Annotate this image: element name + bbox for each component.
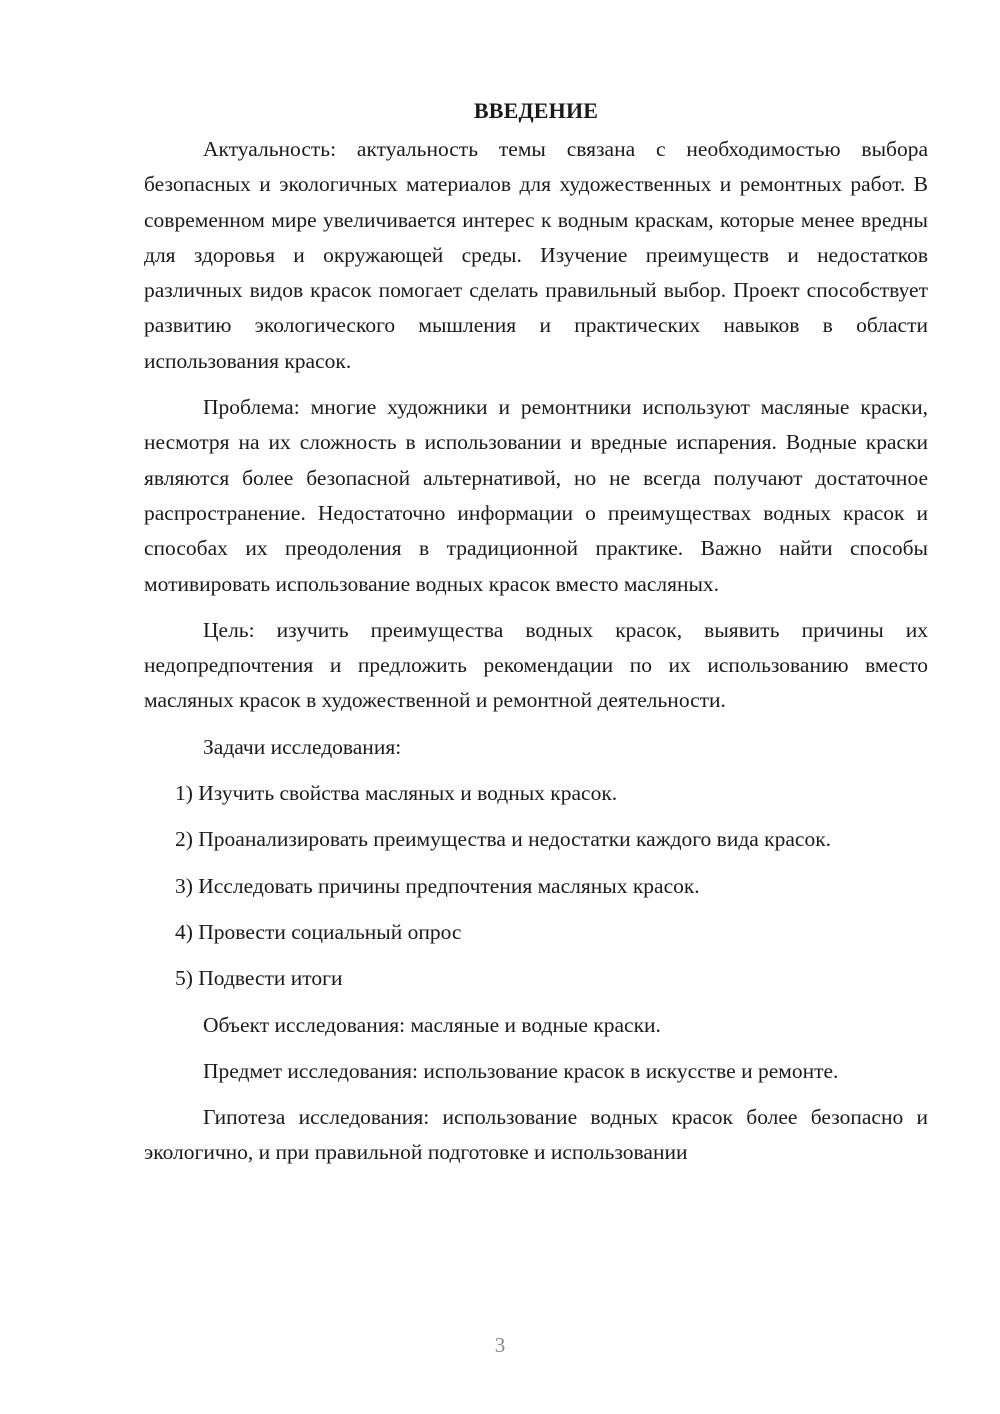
page-number: 3 [494, 1333, 506, 1357]
object-paragraph: Объект исследования: масляные и водные краски. [203, 1012, 661, 1037]
document-page [144, 93, 928, 1171]
task-item: 5) Подвести итоги [175, 966, 343, 991]
relevance-paragraph: Актуальность: актуальность темы связана с необходимостью выбора безопасных и экологичных материалов для художественных и ремонтных работ. В современном мире увеличивается интерес к водным краскам, которые менее вредны для здоровья и окружающей среды. Изучение преимуществ и недостатков различных видов красок помогает сделать правильный выбор. Проект способствует развитию экологического мышления и практических навыков в области использования красок. [144, 137, 928, 373]
tasks-heading: Задачи исследования: [203, 734, 402, 759]
task-item: 1) Изучить свойства масляных и водных красок. [175, 781, 618, 806]
goal-paragraph: Цель: изучить преимущества водных красок, выявить причины их недопредпочтения и предложить рекомендации по их использованию вместо масляных красок в художественной и ремонтной деятельности. [144, 617, 928, 713]
task-item: 4) Провести социальный опрос [175, 919, 462, 944]
task-item: 2) Проанализировать преимущества и недостатки каждого вида красок. [175, 827, 832, 852]
task-item: 3) Исследовать причины предпочтения масляных красок. [175, 873, 700, 898]
subject-paragraph: Предмет исследования: использование красок в искусстве и ремонте. [203, 1058, 839, 1083]
problem-paragraph: Проблема: многие художники и ремонтники используют масляные краски, несмотря на их сложность в использовании и вредные испарения. Водные краски являются более безопасной альтернативой, но не всегда получают достаточное распространение. Недостаточно информации о преимуществах водных красок и способах их преодоления в традиционной практике. Важно найти способы мотивировать использование водных красок вместо масляных. [144, 395, 928, 596]
page-title: ВВЕДЕНИЕ [473, 98, 599, 123]
hypothesis-paragraph: Гипотеза исследования: использование водных красок более безопасно и экологично, и при правильной подготовке и использовании [144, 1105, 928, 1165]
